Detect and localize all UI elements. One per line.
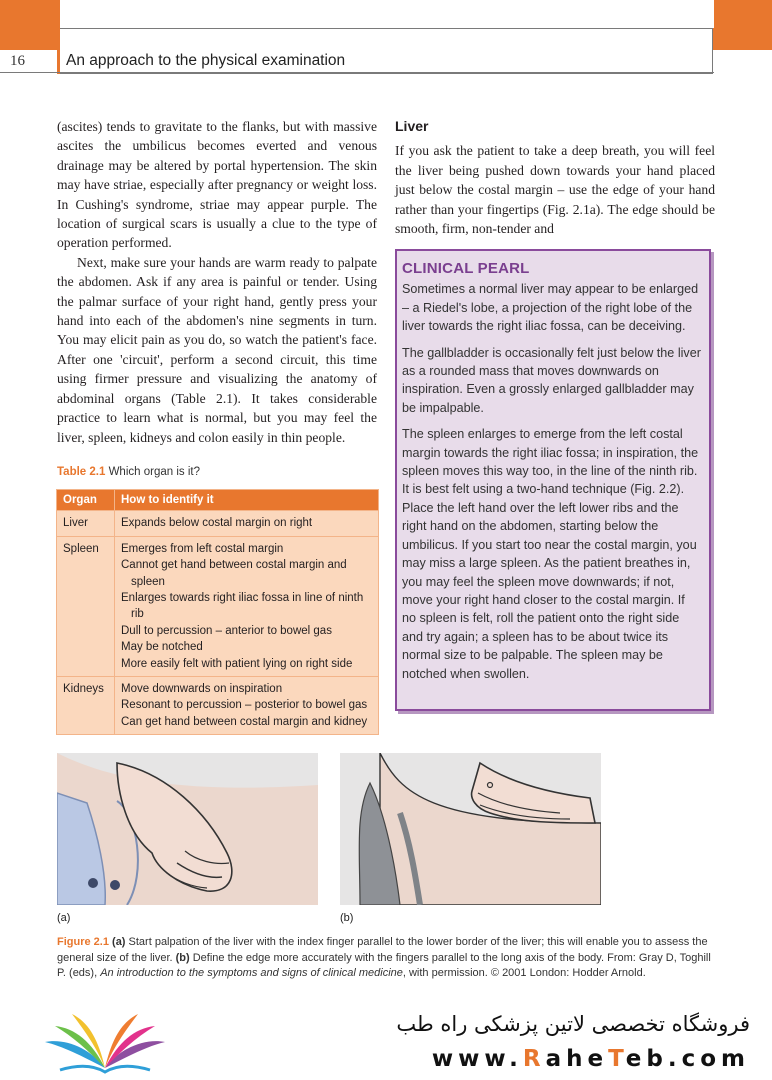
identify-line: Move downwards on inspiration (121, 683, 283, 696)
identify-line: Emerges from left costal margin (121, 542, 284, 555)
caption-text: , with permission. © 2001 London: Hodder Arnold. (402, 967, 646, 979)
pearl-paragraph: The spleen enlarges to emerge from the left costal margin towards the right iliac fossa; in inspiration, the spleen moves this way too, in the line of the ninth rib. It is best felt using a two-hand technique (Fig. 2.2). Place the left hand over the left lower ribs and the right hand on the abdomen, starting below the umbilicus. If you start too near the costal margin, you may miss a large spleen. As the patient breathes in, you may feel the spleen move downwards; if not, move your right hand closer to the costal margin. If no spleen is felt, roll the patient onto the right side and try again; a spleen has to be about twice its normal size to be palpable. The spleen may be notched when swollen. (402, 427, 699, 681)
running-title: An approach to the physical examination (66, 52, 346, 69)
organ-cell: Liver (57, 511, 115, 536)
caption-part-label: (a) (112, 936, 126, 948)
clinical-pearl-box (395, 249, 711, 711)
figure-label-a: (a) (57, 912, 71, 924)
identify-cell (115, 511, 379, 536)
figure-image-a (57, 753, 318, 905)
figure-caption (57, 935, 717, 982)
identify-line: Dull to percussion – anterior to bowel gas (121, 624, 332, 637)
url-part: T (608, 1046, 626, 1072)
caption-text: Define the edge more accurately with the fingers parallel to the long axis of the body. From: Gray D, Toghill P. (eds), (57, 951, 711, 979)
identify-cell (115, 536, 379, 676)
figure-number: Figure 2.1 (57, 936, 109, 948)
store-url[interactable] (432, 1046, 750, 1072)
body-paragraph: (ascites) tends to gravitate to the flanks, but with massive ascites the umbilicus becomes everted and venous drainage may be altered by portal hypertension. The skin may have striae, especially after pregnancy or weight loss. In Cushing's syndrome, striae may appear purple. The location of surgical scars is usually a clue to the type of operation performed. (57, 119, 377, 251)
table-caption (57, 466, 200, 478)
organ-cell: Kidneys (57, 677, 115, 735)
identify-line: Resonant to percussion – posterior to bowel gas (121, 699, 368, 712)
table-header-organ: Organ (57, 490, 115, 511)
store-name: فروشگاه تخصصی لاتین پزشکی راه طب (396, 1012, 750, 1036)
clinical-pearl-title: CLINICAL PEARL (402, 260, 530, 277)
url-part: eb (625, 1046, 668, 1072)
pearl-paragraph: Sometimes a normal liver may appear to be enlarged – a Riedel's lobe, a projection of the right lobe of the liver towards the right iliac fossa, can be deceiving. (402, 282, 699, 334)
liver-edge-illustration (340, 753, 601, 905)
header-divider (57, 0, 60, 74)
body-paragraph: Next, make sure your hands are warm ready to palpate the abdomen. Ask if any area is painful or tender. Using the palmar surface of your right hand, gently press your hand into each of the abdomen's nine segments in turn. You may elicit pain as you do, so watch the patient's face. After one 'circuit', perform a second circuit, this time using firmer pressure and visualizing the anatomy of abdominal organs (Table 2.1). It takes considerable practice to learn what is normal, but you may feel the liver, spleen, kidneys and colon easily in thin people. (57, 254, 377, 445)
identify-cell (115, 677, 379, 735)
left-column (57, 117, 377, 447)
body-paragraph: If you ask the patient to take a deep breath, you will feel the liver being pushed down towards your hand placed just below the costal margin – use the edge of your hand rather than your fingertips (Fig. 2.1a). The edge should be smooth, firm, non-tender and (395, 143, 715, 237)
url-part: R (522, 1046, 546, 1072)
table-row (57, 511, 379, 536)
figure-label-b: (b) (340, 912, 354, 924)
figure-image-b (340, 753, 601, 905)
table-title: Which organ is it? (108, 466, 200, 478)
liver-palpation-illustration (57, 753, 318, 905)
table-number: Table 2.1 (57, 466, 106, 478)
caption-part-label: (b) (175, 951, 190, 964)
identify-line: Cannot get hand between costal margin and spleen (121, 559, 347, 588)
table-row (57, 536, 379, 676)
table-row (57, 677, 379, 735)
caption-text: Start palpation of the liver with the index finger parallel to the lower border of the liver; this will enable you to assess the general size of the liver. (57, 936, 708, 964)
identify-line: May be notched (121, 641, 203, 654)
right-column (395, 117, 715, 238)
identify-line: Enlarges towards right iliac fossa in line of ninth rib (121, 592, 364, 621)
table-header-identify: How to identify it (115, 490, 379, 511)
header-white-cut (57, 0, 714, 28)
organ-table (56, 489, 379, 735)
url-part: .com (667, 1046, 750, 1072)
section-heading-liver: Liver (395, 118, 429, 134)
book-logo-icon (40, 1008, 170, 1076)
url-part: www. (431, 1046, 523, 1072)
page-number: 16 (10, 53, 25, 69)
url-part: ahe (545, 1046, 609, 1072)
organ-cell: Spleen (57, 536, 115, 676)
identify-line: More easily felt with patient lying on right side (121, 657, 353, 670)
caption-book-title: An introduction to the symptoms and signs of clinical medicine (100, 967, 403, 979)
identify-line: Can get hand between costal margin and kidney (121, 715, 368, 728)
pearl-paragraph: The gallbladder is occasionally felt just below the liver as a rounded mass that moves downwards on inspiration. Even a grossly enlarged gallbladder may be impalpable. (402, 345, 701, 415)
identify-line: Expands below costal margin on right (121, 517, 313, 530)
header-rule (0, 72, 714, 73)
